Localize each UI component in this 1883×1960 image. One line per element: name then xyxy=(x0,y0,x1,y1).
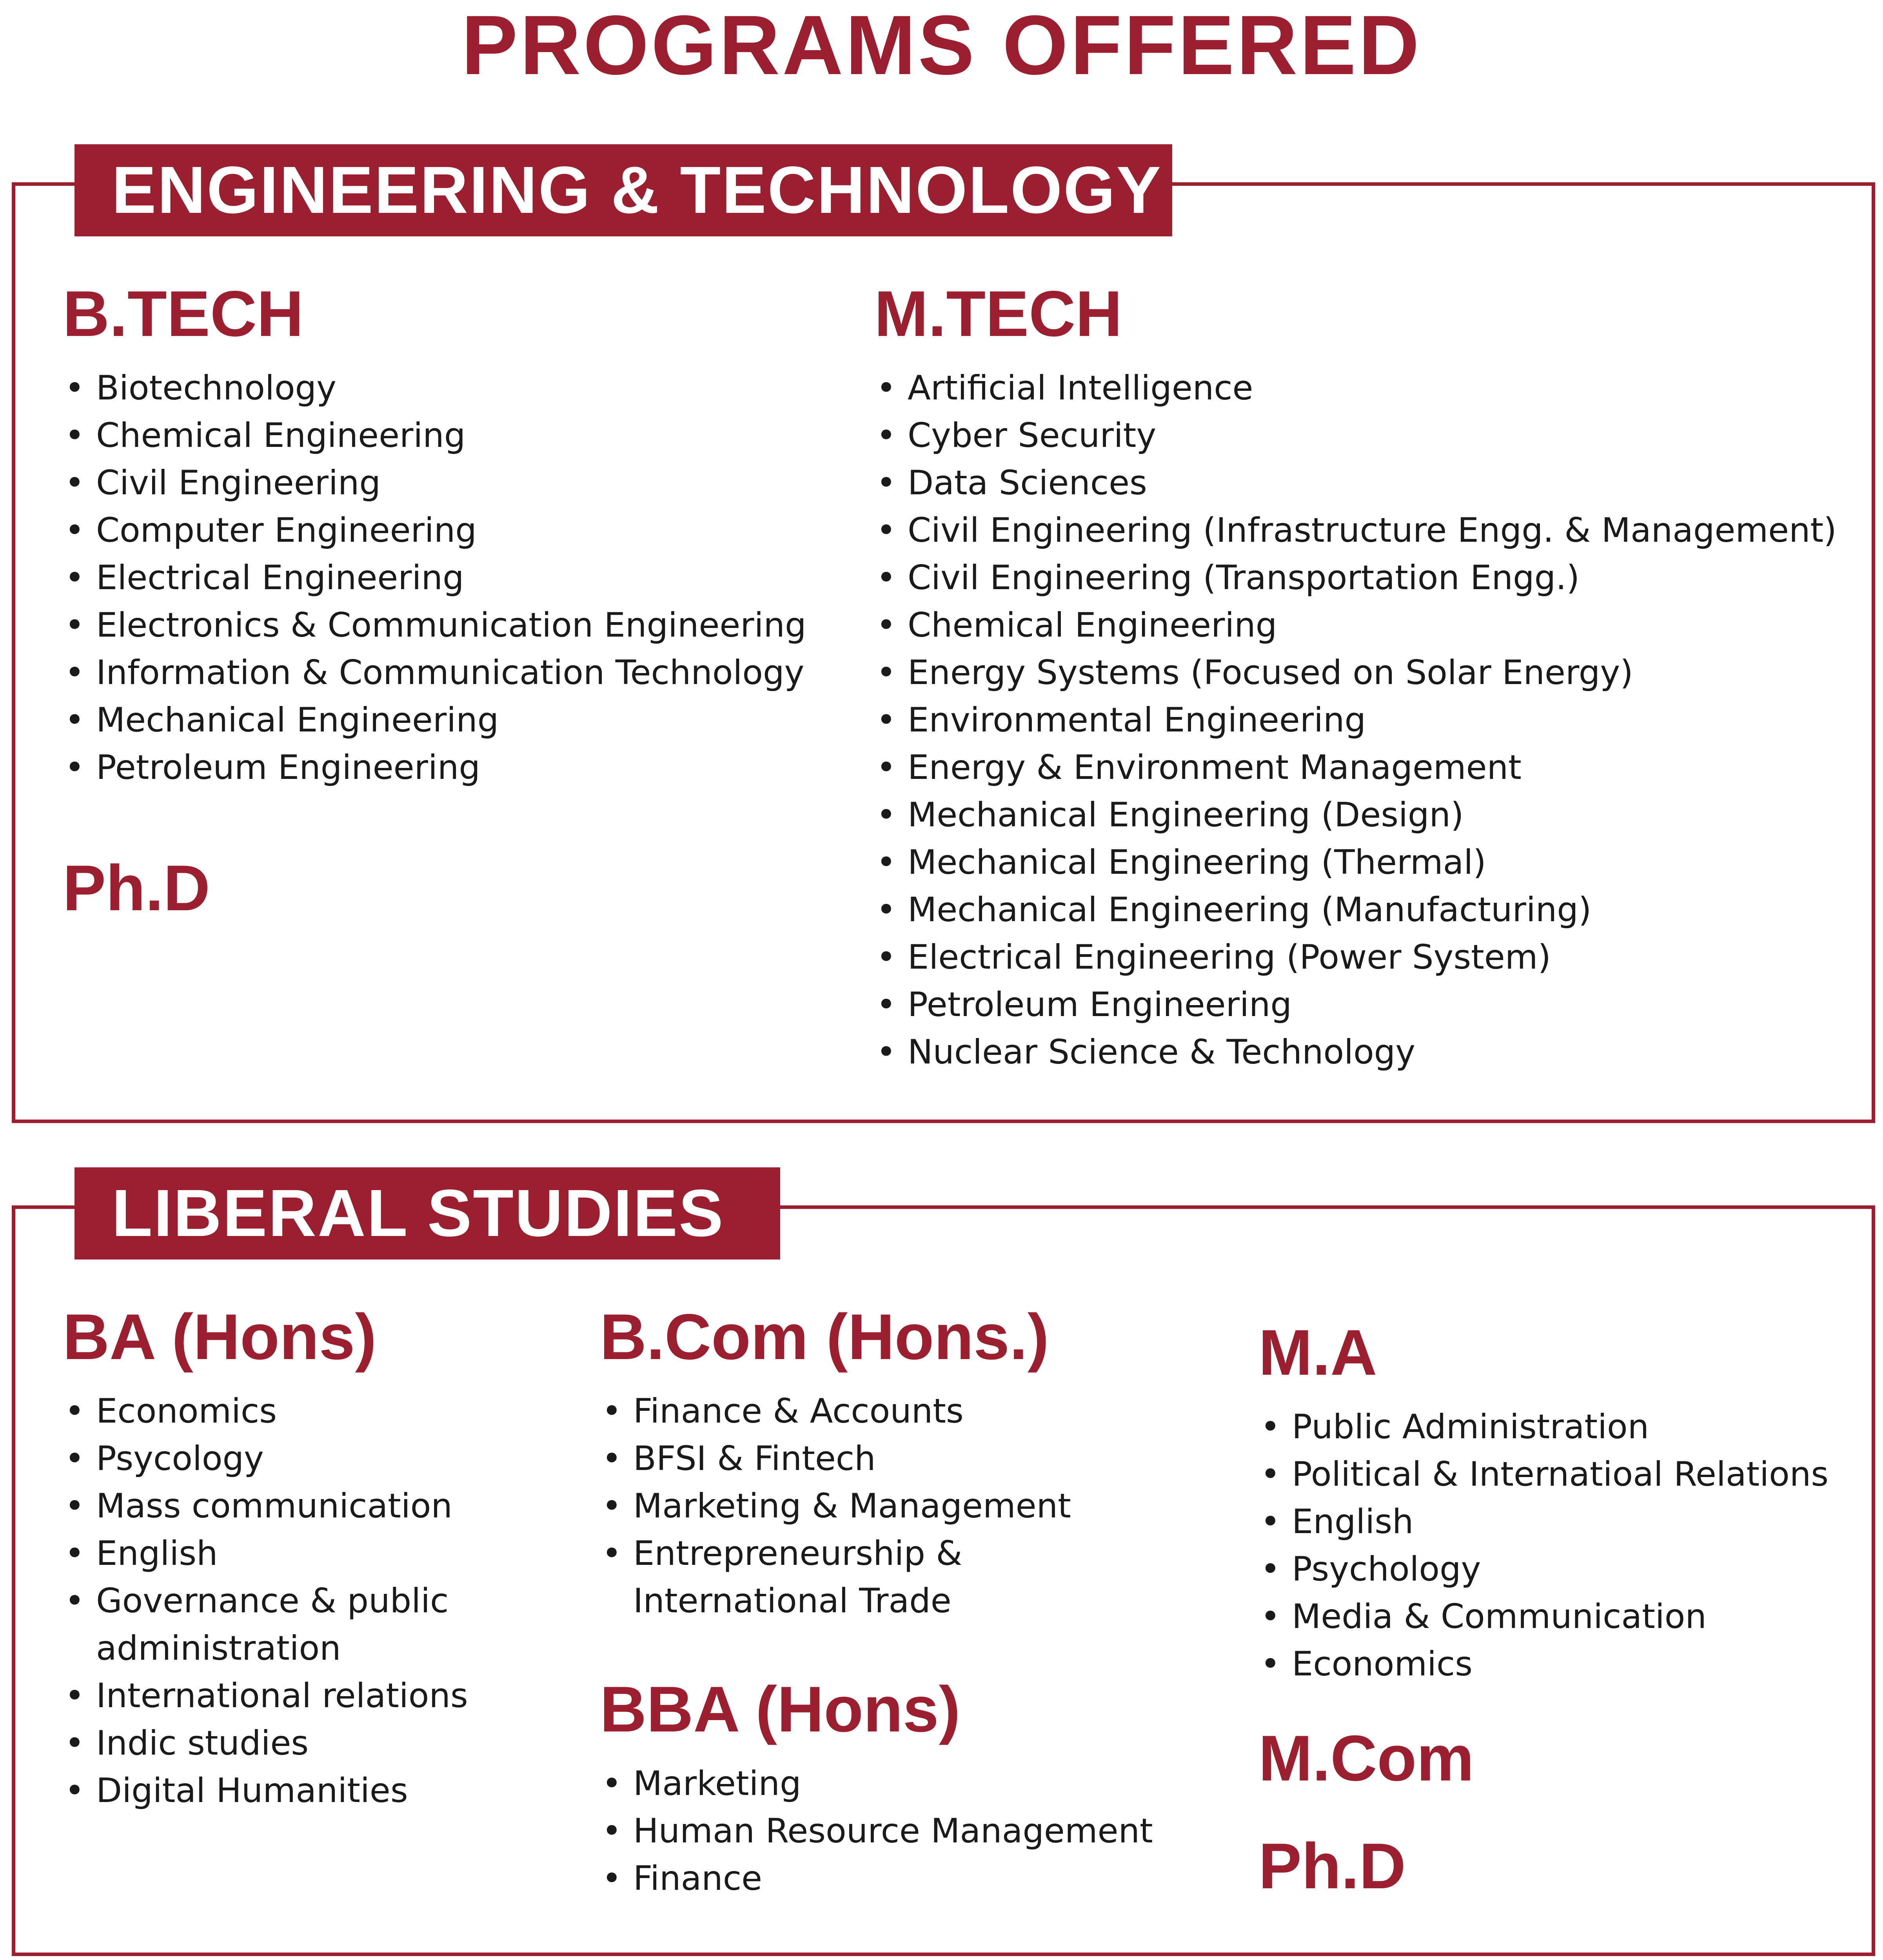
list-item-continuation: administration xyxy=(96,1629,341,1668)
list-item: • Civil Engineering (Infrastructure Engg. & Management) xyxy=(874,507,1837,554)
list-item: • Chemical Engineering xyxy=(63,412,806,459)
mcom-heading: M.Com xyxy=(1258,1722,1474,1794)
bcom-heading: B.Com (Hons.) xyxy=(600,1301,1049,1373)
list-item: • English xyxy=(1258,1498,1829,1546)
list-item: • Psycology xyxy=(63,1435,468,1483)
page-title: PROGRAMS OFFERED xyxy=(461,0,1422,92)
mtech-heading: M.TECH xyxy=(874,278,1122,350)
list-item-continuation: International Trade xyxy=(633,1581,951,1621)
list-item: • Computer Engineering xyxy=(63,507,806,554)
list-item: • Electronics & Communication Engineering xyxy=(63,602,806,649)
list-item: • Indic studies xyxy=(63,1720,468,1767)
list-item: • Human Resource Management xyxy=(600,1808,1153,1855)
list-item: • Media & Communication xyxy=(1258,1593,1829,1641)
list-item: • Electrical Engineering (Power System) xyxy=(874,934,1837,981)
list-item: • Marketing xyxy=(600,1760,1153,1808)
mtech-list xyxy=(874,365,1837,1076)
list-item: • Mechanical Engineering xyxy=(63,697,806,744)
list-item: • Cyber Security xyxy=(874,412,1837,459)
bba-list xyxy=(600,1760,1153,1902)
liberal-banner: LIBERAL STUDIES xyxy=(74,1167,780,1259)
list-item: • Chemical Engineering xyxy=(874,602,1837,649)
list-item: • Digital Humanities xyxy=(63,1767,468,1815)
list-item: • English xyxy=(63,1530,468,1577)
list-item: • Mechanical Engineering (Design) xyxy=(874,791,1837,839)
list-item: • Energy Systems (Focused on Solar Energy) xyxy=(874,649,1837,697)
list-item: • Finance xyxy=(600,1855,1153,1902)
list-item: • BFSI & Fintech xyxy=(600,1435,1071,1483)
bba-heading: BBA (Hons) xyxy=(600,1673,961,1745)
list-item: • Mechanical Engineering (Manufacturing) xyxy=(874,886,1837,934)
list-item: • Environmental Engineering xyxy=(874,697,1837,744)
list-item: • Economics xyxy=(1258,1641,1829,1688)
btech-list xyxy=(63,365,806,791)
list-item: • Biotechnology xyxy=(63,365,806,412)
list-item: • Mass communication xyxy=(63,1483,468,1530)
list-item: • Civil Engineering xyxy=(63,459,806,507)
list-item: • Political & Internatioal Relations xyxy=(1258,1451,1829,1498)
list-item: • Public Administration xyxy=(1258,1403,1829,1451)
list-item: • Psychology xyxy=(1258,1546,1829,1593)
list-item: • Artificial Intelligence xyxy=(874,365,1837,412)
list-item: • Electrical Engineering xyxy=(63,554,806,602)
ma-heading: M.A xyxy=(1258,1316,1377,1388)
list-item: • Petroleum Engineering xyxy=(874,981,1837,1029)
btech-heading: B.TECH xyxy=(63,278,304,350)
list-item: • Finance & Accounts xyxy=(600,1388,1071,1435)
ba-list xyxy=(63,1388,468,1815)
list-item: • Petroleum Engineering xyxy=(63,744,806,791)
list-item: • Entrepreneurship & xyxy=(600,1530,1071,1577)
list-item: • Civil Engineering (Transportation Engg.) xyxy=(874,554,1837,602)
bcom-list xyxy=(600,1388,1071,1625)
list-item: • Governance & public xyxy=(63,1577,468,1625)
liberal-phd-heading: Ph.D xyxy=(1258,1830,1406,1902)
list-item: • Energy & Environment Management xyxy=(874,744,1837,791)
list-item: • Nuclear Science & Technology xyxy=(874,1029,1837,1076)
list-item: • International relations xyxy=(63,1672,468,1720)
list-item: • Information & Communication Technology xyxy=(63,649,806,697)
ba-heading: BA (Hons) xyxy=(63,1301,377,1373)
list-item: • Mechanical Engineering (Thermal) xyxy=(874,839,1837,886)
list-item: • Marketing & Management xyxy=(600,1483,1071,1530)
list-item: • Economics xyxy=(63,1388,468,1435)
engineering-phd-heading: Ph.D xyxy=(63,852,210,924)
ma-list xyxy=(1258,1403,1829,1688)
engineering-banner: ENGINEERING & TECHNOLOGY xyxy=(74,144,1172,236)
list-item: • Data Sciences xyxy=(874,459,1837,507)
